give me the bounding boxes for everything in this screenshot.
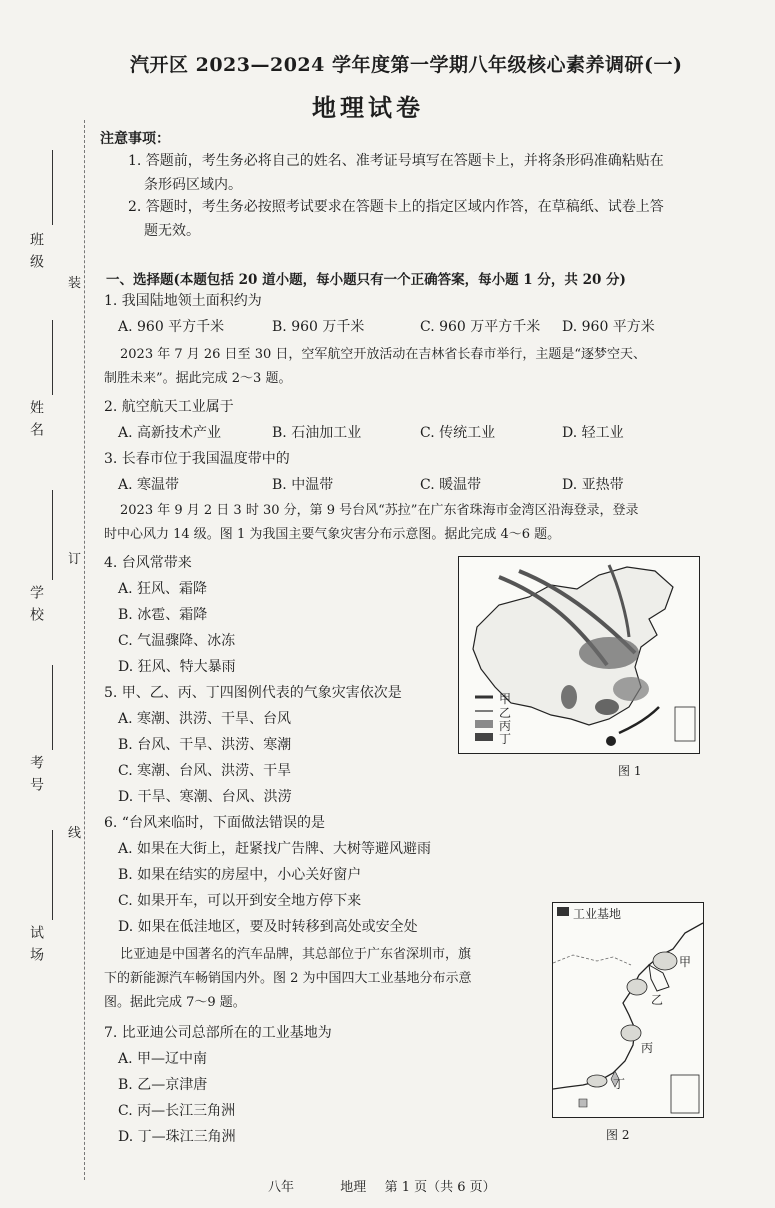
exam-number-field-line[interactable]	[52, 665, 53, 750]
q7-option-a[interactable]: A. 甲—辽中南	[118, 1051, 208, 1067]
fig2-marker-ding: 丁	[613, 1077, 626, 1091]
base-yi-area	[627, 979, 647, 995]
figure1-caption: 图 1	[618, 764, 642, 778]
footer-grade: 八年	[268, 1180, 295, 1195]
q7-stem: 7. 比亚迪公司总部所在的工业基地为	[104, 1025, 332, 1041]
exam-room-field-line[interactable]	[52, 830, 53, 920]
hazard-region-3	[561, 685, 577, 709]
q6-option-b[interactable]: B. 如果在结实的房屋中，小心关好窗户	[118, 867, 362, 883]
fig2-marker-yi: 乙	[651, 993, 664, 1007]
passage3-line3: 图。据此完成 7～9 题。	[104, 995, 246, 1010]
name-field-line[interactable]	[52, 320, 53, 395]
hazard-region-4	[595, 699, 619, 715]
hazard-region-1	[579, 637, 639, 669]
footer-page-number: 第 1 页（共 6 页）	[384, 1180, 496, 1195]
q1-stem: 1. 我国陆地领土面积约为	[104, 293, 262, 309]
q7-option-c[interactable]: C. 丙—长江三角洲	[118, 1103, 236, 1119]
base-ding-area	[587, 1075, 607, 1087]
page-footer	[268, 1176, 496, 1195]
typhoon-arrow-1	[619, 707, 659, 733]
q4-stem: 4. 台风常带来	[104, 555, 192, 571]
q5-option-b[interactable]: B. 台风、干旱、洪涝、寒潮	[118, 737, 292, 753]
typhoon-spot	[606, 736, 616, 746]
passage2-line1: 2023 年 9 月 2 日 3 时 30 分，第 9 号台风“苏拉”在广东省珠海市金湾区沿海登录，登录	[120, 503, 639, 518]
figure1-map-svg	[459, 557, 699, 753]
class-field-line[interactable]	[52, 150, 53, 225]
exam-room-label: 试场	[28, 925, 44, 969]
q6-stem: 6. “台风来临时，下面做法错误的是	[104, 815, 325, 831]
q7-option-b[interactable]: B. 乙—京津唐	[118, 1077, 208, 1093]
q1-option-a[interactable]: A. 960 平方千米	[118, 319, 225, 335]
q5-stem: 5. 甲、乙、丙、丁四图例代表的气象灾害依次是	[104, 685, 402, 701]
binding-char-zhuang: 装	[68, 272, 81, 291]
q1-option-b[interactable]: B. 960 万千米	[272, 319, 365, 335]
passage2-line2: 时中心风力 14 级。图 1 为我国主要气象灾害分布示意图。据此完成 4～6 题。	[104, 527, 561, 542]
q2-option-c[interactable]: C. 传统工业	[420, 425, 496, 441]
q7-option-d[interactable]: D. 丁—珠江三角洲	[118, 1129, 236, 1145]
figure2-map-svg	[553, 903, 703, 1117]
hazard-region-2	[613, 677, 649, 701]
class-label: 班级	[28, 232, 44, 276]
figure1-disaster-map	[458, 556, 700, 754]
q3-option-a[interactable]: A. 寒温带	[118, 477, 180, 493]
passage1-line2: 制胜未来”。据此完成 2～3 题。	[104, 371, 292, 386]
notice-item2-line1: 2. 答题时，考生务必按照考试要求在答题卡上的指定区域内作答，在草稿纸、试卷上答	[128, 199, 664, 215]
base-bing-area	[621, 1025, 641, 1041]
q3-option-c[interactable]: C. 暖温带	[420, 477, 482, 493]
school-label: 学校	[28, 585, 44, 629]
q5-option-d[interactable]: D. 干旱、寒潮、台风、洪涝	[118, 789, 292, 805]
exam-number-label: 考号	[28, 755, 44, 799]
q1-option-d[interactable]: D. 960 平方米	[562, 319, 655, 335]
q2-option-b[interactable]: B. 石油加工业	[272, 425, 362, 441]
q3-option-d[interactable]: D. 亚热带	[562, 477, 624, 493]
legend-factory-symbol	[557, 907, 569, 916]
binding-char-ding: 订	[68, 548, 81, 567]
base-jia-area	[653, 952, 677, 970]
coastline	[553, 923, 703, 1089]
q4-option-b[interactable]: B. 冰雹、霜降	[118, 607, 208, 623]
q4-option-c[interactable]: C. 气温骤降、冰冻	[118, 633, 236, 649]
footer-subject: 地理	[340, 1180, 367, 1195]
fig1-legend-ding: 丁	[499, 732, 512, 746]
passage1-line1: 2023 年 7 月 26 日至 30 日，空军航空开放活动在吉林省长春市举行，主题是“逐梦空天、	[120, 347, 647, 362]
section1-heading: 一、选择题(本题包括 20 道小题，每小题只有一个正确答案，每小题 1 分，共 20 分)	[106, 272, 626, 288]
exam-title: 汽开区 2023—2024 学年度第一学期八年级核心素养调研(一)	[130, 54, 683, 76]
name-label: 姓名	[28, 400, 44, 444]
binding-line	[84, 120, 85, 1180]
q5-option-c[interactable]: C. 寒潮、台风、洪涝、干旱	[118, 763, 292, 779]
fig1-legend-yi: 乙	[499, 706, 512, 720]
passage3-line2: 下的新能源汽车畅销国内外。图 2 为中国四大工业基地分布示意	[104, 971, 472, 986]
q4-option-d[interactable]: D. 狂风、特大暴雨	[118, 659, 236, 675]
q4-option-a[interactable]: A. 狂风、霜降	[118, 581, 208, 597]
q1-option-c[interactable]: C. 960 万平方千米	[420, 319, 541, 335]
q3-option-b[interactable]: B. 中温带	[272, 477, 334, 493]
q5-option-a[interactable]: A. 寒潮、洪涝、干旱、台风	[118, 711, 292, 727]
q2-option-d[interactable]: D. 轻工业	[562, 425, 624, 441]
fig1-legend-bing: 丙	[499, 719, 512, 733]
notice-item1-line2: 条形码区域内。	[144, 177, 242, 193]
fig2-legend-title: 工业基地	[573, 907, 622, 921]
notice-heading: 注意事项：	[100, 131, 170, 147]
q6-option-d[interactable]: D. 如果在低洼地区，要及时转移到高处或安全处	[118, 919, 418, 935]
exam-subtitle: 地理试卷	[312, 93, 424, 122]
binding-char-xian: 线	[68, 822, 81, 841]
figure2-industrial-map	[552, 902, 704, 1118]
legend-ding-symbol	[475, 733, 493, 741]
south-sea-inset	[675, 707, 695, 741]
notice-item2-line2: 题无效。	[144, 223, 200, 239]
figure2-caption: 图 2	[606, 1128, 630, 1142]
school-field-line[interactable]	[52, 490, 53, 580]
q6-option-a[interactable]: A. 如果在大街上，赶紧找广告牌、大树等避风避雨	[118, 841, 432, 857]
legend-bing-symbol	[475, 720, 493, 728]
q3-stem: 3. 长春市位于我国温度带中的	[104, 451, 290, 467]
fig1-legend-jia: 甲	[499, 692, 512, 706]
passage3-line1: 比亚迪是中国著名的汽车品牌，其总部位于广东省深圳市，旗	[120, 947, 472, 962]
q6-option-c[interactable]: C. 如果开车，可以开到安全地方停下来	[118, 893, 362, 909]
land-boundary	[553, 955, 631, 965]
fig2-marker-jia: 甲	[679, 955, 692, 969]
fig2-marker-bing: 丙	[641, 1041, 654, 1055]
south-sea-inset	[671, 1075, 699, 1113]
notice-item1-line1: 1. 答题前，考生务必将自己的姓名、准考证号填写在答题卡上，并将条形码准确粘贴在	[128, 153, 664, 169]
q2-stem: 2. 航空航天工业属于	[104, 399, 234, 415]
hainan-island	[579, 1099, 587, 1107]
q2-option-a[interactable]: A. 高新技术产业	[118, 425, 222, 441]
